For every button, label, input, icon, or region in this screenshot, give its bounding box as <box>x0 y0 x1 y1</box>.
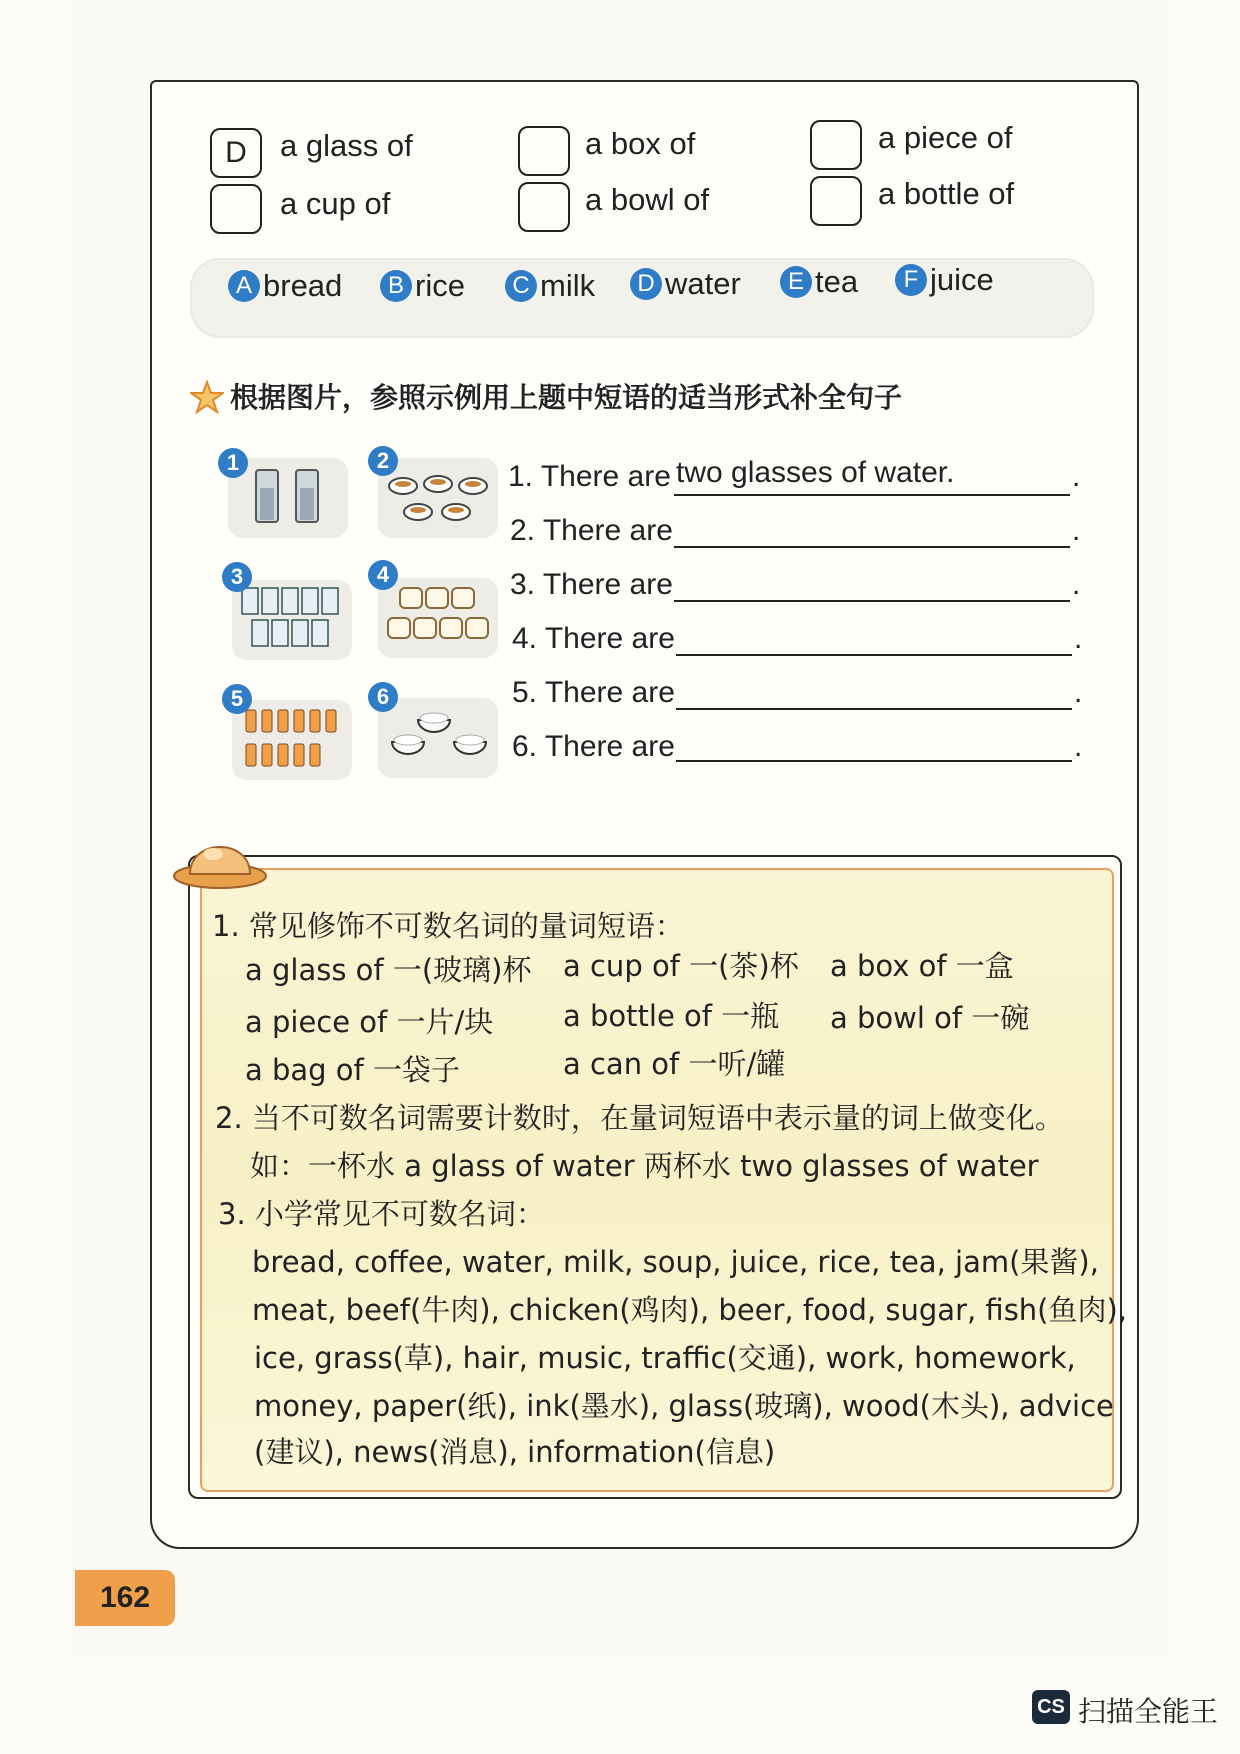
sentence-3-period: . <box>1072 568 1081 601</box>
option-e <box>780 264 858 300</box>
option-word: milk <box>540 268 596 303</box>
tip-phrase-box: a box of 一盒 <box>830 949 1014 983</box>
option-word: juice <box>930 262 994 297</box>
sentence-2-period: . <box>1072 514 1081 547</box>
tip-3-line-1: bread, coffee, water, milk, soup, juice, rice, tea, jam(果酱), <box>252 1245 1099 1279</box>
option-a <box>228 268 342 304</box>
star-icon <box>190 380 224 414</box>
option-letter: E <box>780 266 812 298</box>
picture-2 <box>378 458 498 538</box>
sentence-6-blank <box>676 760 1072 762</box>
section-title: 根据图片，参照示例用上题中短语的适当形式补全句子 <box>230 381 903 414</box>
sentence-1-period: . <box>1072 460 1081 493</box>
answer-box-6[interactable] <box>810 176 862 226</box>
bread-pieces-icon <box>378 578 498 658</box>
cups-of-tea-icon <box>378 458 498 538</box>
phrase-label-5: a bowl of <box>585 182 710 217</box>
picture-3 <box>232 580 352 660</box>
sentence-1-blank <box>674 494 1070 496</box>
sentence-5-prefix: 5. There are <box>512 676 675 709</box>
answer-box-2[interactable] <box>518 126 570 176</box>
sentence-3-blank <box>674 600 1070 602</box>
option-f <box>895 262 994 298</box>
sentence-6-prefix: 6. There are <box>512 730 675 763</box>
picture-number-5: 5 <box>222 684 252 714</box>
option-letter: F <box>895 264 927 296</box>
picture-number-4: 4 <box>368 560 398 590</box>
sentence-2-blank <box>674 546 1070 548</box>
picture-number-3: 3 <box>222 562 252 592</box>
option-letter: B <box>380 270 412 302</box>
phrase-label-2: a box of <box>585 126 696 161</box>
sentence-6-period: . <box>1074 730 1083 763</box>
picture-number-2: 2 <box>368 446 398 476</box>
tip-phrase-can: a can of 一听/罐 <box>563 1047 786 1081</box>
sentence-4-period: . <box>1074 622 1083 655</box>
answer-box-4[interactable] <box>210 184 262 234</box>
tip-phrase-bag: a bag of 一袋子 <box>245 1053 460 1087</box>
sentence-4-blank <box>676 654 1072 656</box>
picture-number-6: 6 <box>368 682 398 712</box>
option-letter: C <box>505 270 537 302</box>
tip-3-line-3: ice, grass(草), hair, music, traffic(交通), work, homework, <box>254 1341 1076 1375</box>
tip-phrase-bottle: a bottle of 一瓶 <box>563 999 780 1033</box>
option-word: tea <box>815 264 859 299</box>
tip-2-title: 2. 当不可数名词需要计数时，在量词短语中表示量的词上做变化。 <box>215 1101 1064 1135</box>
option-letter: D <box>630 268 662 300</box>
rice-bowls-icon <box>378 698 498 778</box>
picture-number-1: 1 <box>218 448 248 478</box>
picture-4 <box>378 578 498 658</box>
tip-phrase-piece: a piece of 一片/块 <box>245 1005 494 1039</box>
option-d <box>630 266 741 302</box>
sentence-1-answer[interactable]: two glasses of water. <box>676 456 955 489</box>
phrase-label-1: a glass of <box>280 128 413 163</box>
page-number: 162 <box>75 1570 175 1626</box>
phrase-label-6: a bottle of <box>878 176 1015 211</box>
tip-3-line-5: (建议), news(消息), information(信息) <box>254 1435 776 1469</box>
watermark-text: 扫描全能王 <box>1078 1695 1219 1728</box>
option-letter: A <box>228 270 260 302</box>
tip-2-example: 如：一杯水 a glass of water 两杯水 two glasses of water <box>250 1149 1039 1183</box>
tip-1-title: 1. 常见修饰不可数名词的量词短语： <box>212 909 684 943</box>
picture-6 <box>378 698 498 778</box>
option-word: bread <box>263 268 343 303</box>
sentence-3-prefix: 3. There are <box>510 568 673 601</box>
option-word: water <box>665 266 741 301</box>
juice-bottles-icon <box>232 700 352 780</box>
answer-box-1[interactable]: D <box>210 128 262 178</box>
tip-3-line-4: money, paper(纸), ink(墨水), glass(玻璃), wood(木头), advice <box>254 1389 1114 1423</box>
tip-3-title: 3. 小学常见不可数名词： <box>218 1197 545 1231</box>
answer-box-3[interactable] <box>810 120 862 170</box>
picture-5 <box>232 700 352 780</box>
phrase-label-4: a cup of <box>280 186 391 221</box>
milk-boxes-icon <box>232 580 352 660</box>
sentence-5-period: . <box>1074 676 1083 709</box>
sentence-2-prefix: 2. There are <box>510 514 673 547</box>
hat-icon <box>168 820 268 900</box>
answer-box-5[interactable] <box>518 182 570 232</box>
option-word: rice <box>415 268 465 303</box>
tip-phrase-glass: a glass of 一(玻璃)杯 <box>245 953 532 987</box>
option-c <box>505 268 595 304</box>
sentence-4-prefix: 4. There are <box>512 622 675 655</box>
option-b <box>380 268 465 304</box>
sentence-5-blank <box>676 708 1072 710</box>
tip-3-line-2: meat, beef(牛肉), chicken(鸡肉), beer, food, sugar, fish(鱼肉), <box>252 1293 1128 1327</box>
tip-phrase-cup: a cup of 一(茶)杯 <box>563 949 799 983</box>
camscanner-logo: CS <box>1032 1690 1070 1724</box>
sentence-1-prefix: 1. There are <box>508 460 671 493</box>
tip-phrase-bowl: a bowl of 一碗 <box>830 1001 1030 1035</box>
phrase-label-3: a piece of <box>878 120 1013 155</box>
